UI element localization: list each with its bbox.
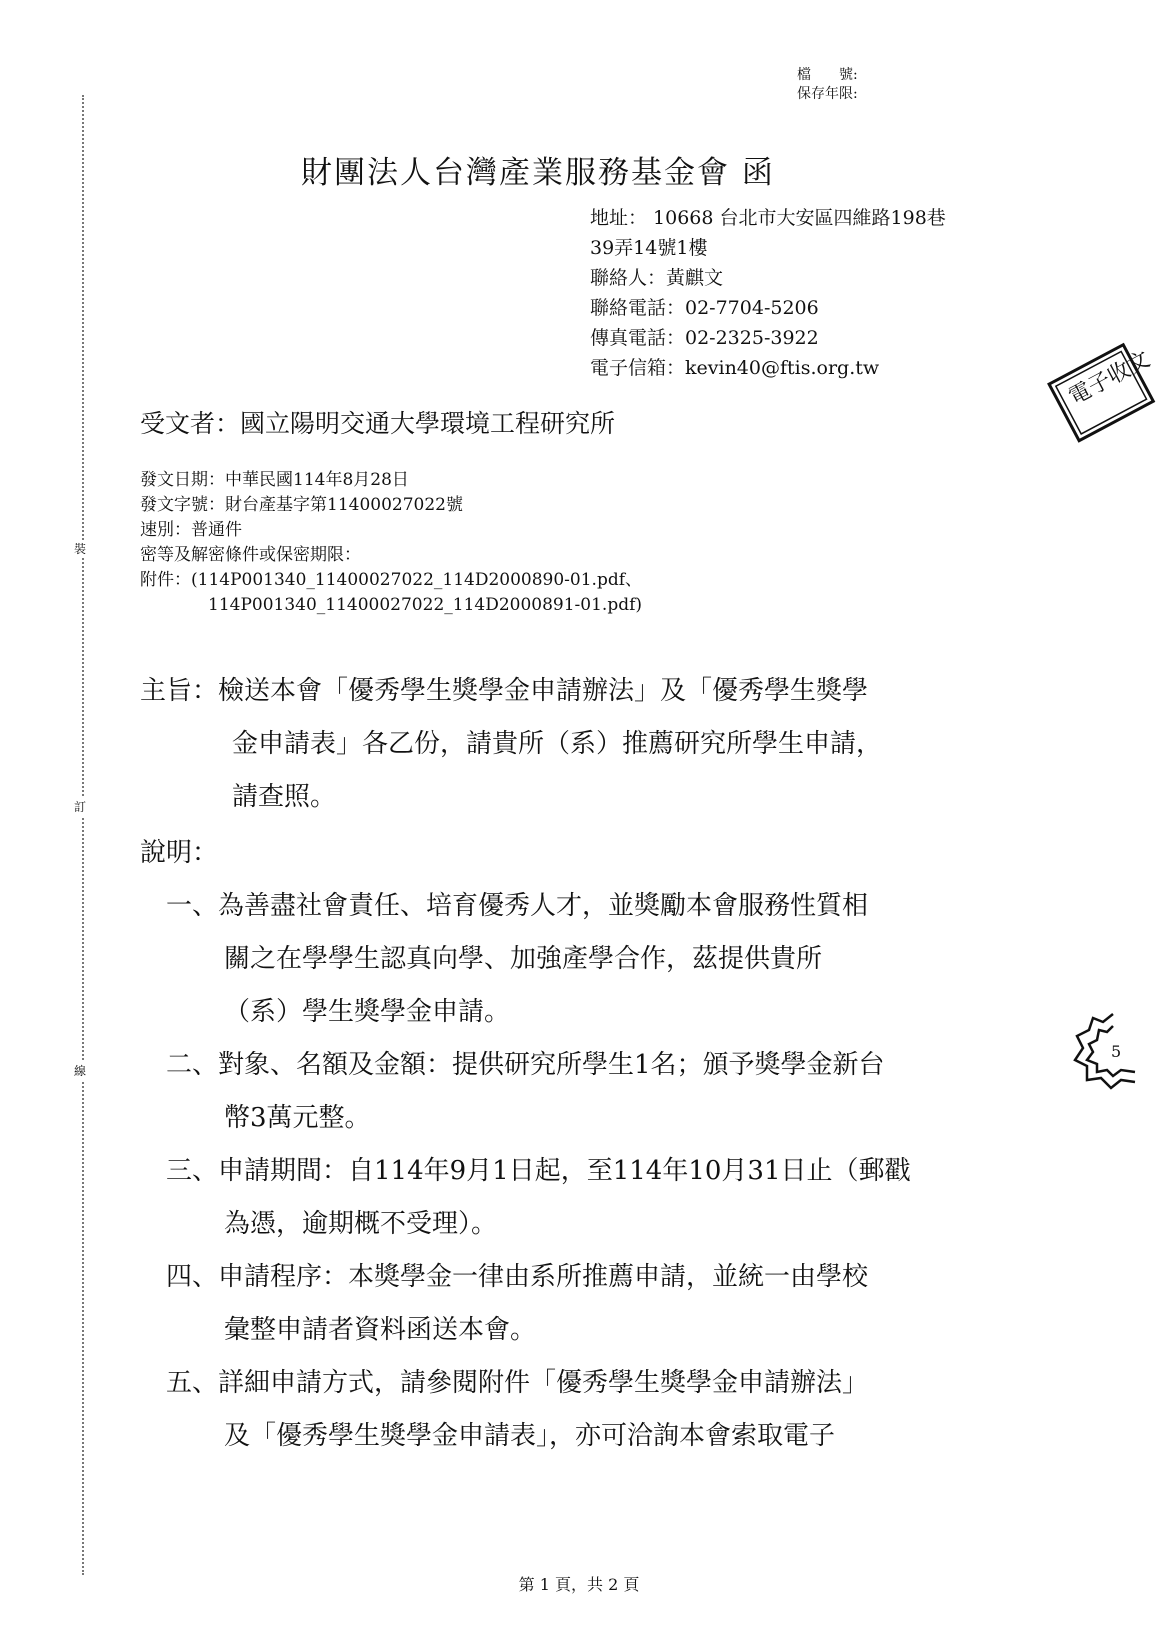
- binding-mark-staple: 訂: [74, 800, 87, 814]
- document-title: 財團法人台灣產業服務基金會 函: [301, 155, 775, 191]
- secrecy-level: 密等及解密條件或保密期限：: [140, 545, 361, 565]
- page-number: 第 1 頁，共 2 頁: [518, 1575, 640, 1594]
- address-line-2: 39弄14號1樓: [590, 237, 708, 259]
- document-number: 發文字號：財台產基字第11400027022號: [140, 495, 463, 515]
- explanation-item-line: 五、詳細申請方式，請參閱附件「優秀學生獎學金申請辦法」: [166, 1368, 869, 1398]
- delivery-speed: 速別：普通件: [140, 520, 242, 540]
- attachment-line-2: 114P001340_11400027022_114D2000891-01.pdf): [208, 595, 643, 615]
- explanation-item: [166, 1039, 1046, 1145]
- contact-fax: 傳真電話：02-2325-3922: [590, 327, 819, 349]
- binding-line: [82, 95, 84, 1575]
- file-info: [797, 66, 858, 104]
- seal-stamp: [1073, 1010, 1133, 1092]
- explanation-item-line: 彙整申請者資料函送本會。: [224, 1315, 537, 1345]
- seal-stamp-graphic: [1073, 1010, 1133, 1092]
- subject-line-3: 請查照。: [232, 782, 337, 812]
- explanation-item-line: 為憑，逾期概不受理）。: [224, 1209, 498, 1239]
- binding-mark-line: 線: [74, 1064, 87, 1078]
- subject-line-2: 金申請表」各乙份，請貴所（系）推薦研究所學生申請，: [232, 729, 883, 759]
- contact-person: 聯絡人：黃麒文: [590, 267, 724, 289]
- issue-date: 發文日期：中華民國114年8月28日: [140, 470, 409, 490]
- document-meta: [140, 468, 642, 618]
- explanation-item: [166, 880, 1046, 1039]
- explanation-item-line: 一、為善盡社會責任、培育優秀人才，並獎勵本會服務性質相: [166, 891, 869, 921]
- file-number-label: 檔 號:: [797, 67, 858, 83]
- explanation-item-line: 幣3萬元整。: [224, 1103, 371, 1133]
- explanation-item-line: 三、申請期間：自114年9月1日起，至114年10月31日止（郵戳: [166, 1156, 911, 1186]
- explanation-item-line: 關之在學學生認真向學、加強產學合作，茲提供貴所: [224, 944, 823, 974]
- receipt-stamp: [1050, 346, 1155, 442]
- attachment-line-1: 附件：(114P001340_11400027022_114D2000890-01.pdf、: [140, 570, 643, 590]
- explanation-item-line: 二、對象、名額及金額：提供研究所學生1名；頒予獎學金新台: [166, 1050, 885, 1080]
- explanation-item-line: （系）學生獎學金申請。: [224, 997, 511, 1027]
- explanation-item-line: 四、申請程序：本獎學金一律由系所推薦申請，並統一由學校: [166, 1262, 869, 1292]
- contact-block: [590, 203, 946, 383]
- retention-period-label: 保存年限:: [797, 86, 858, 102]
- recipient: 受文者：國立陽明交通大學環境工程研究所: [140, 409, 616, 438]
- explanation-list: [166, 880, 1046, 1463]
- subject-block: [140, 665, 1020, 824]
- explanation-item: [166, 1251, 1046, 1357]
- contact-email: 電子信箱：kevin40@ftis.org.tw: [590, 357, 880, 379]
- seal-number: 5: [1111, 1042, 1122, 1061]
- receipt-stamp-text: 電子收文: [1064, 346, 1155, 411]
- receipt-stamp-graphic: [1050, 346, 1155, 442]
- address-line-1: 地址： 10668 台北市大安區四維路198巷: [590, 207, 946, 229]
- subject-line-1: 主旨：檢送本會「優秀學生獎學金申請辦法」及「優秀學生獎學: [140, 676, 869, 706]
- explanation-item-line: 及「優秀學生獎學金申請表」，亦可洽詢本會索取電子: [224, 1421, 836, 1451]
- explanation-item: [166, 1357, 1046, 1463]
- explanation-item: [166, 1145, 1046, 1251]
- contact-phone: 聯絡電話：02-7704-5206: [590, 297, 819, 319]
- explanation-heading: 說明：: [140, 838, 219, 868]
- binding-mark-bind: 裝: [74, 542, 87, 556]
